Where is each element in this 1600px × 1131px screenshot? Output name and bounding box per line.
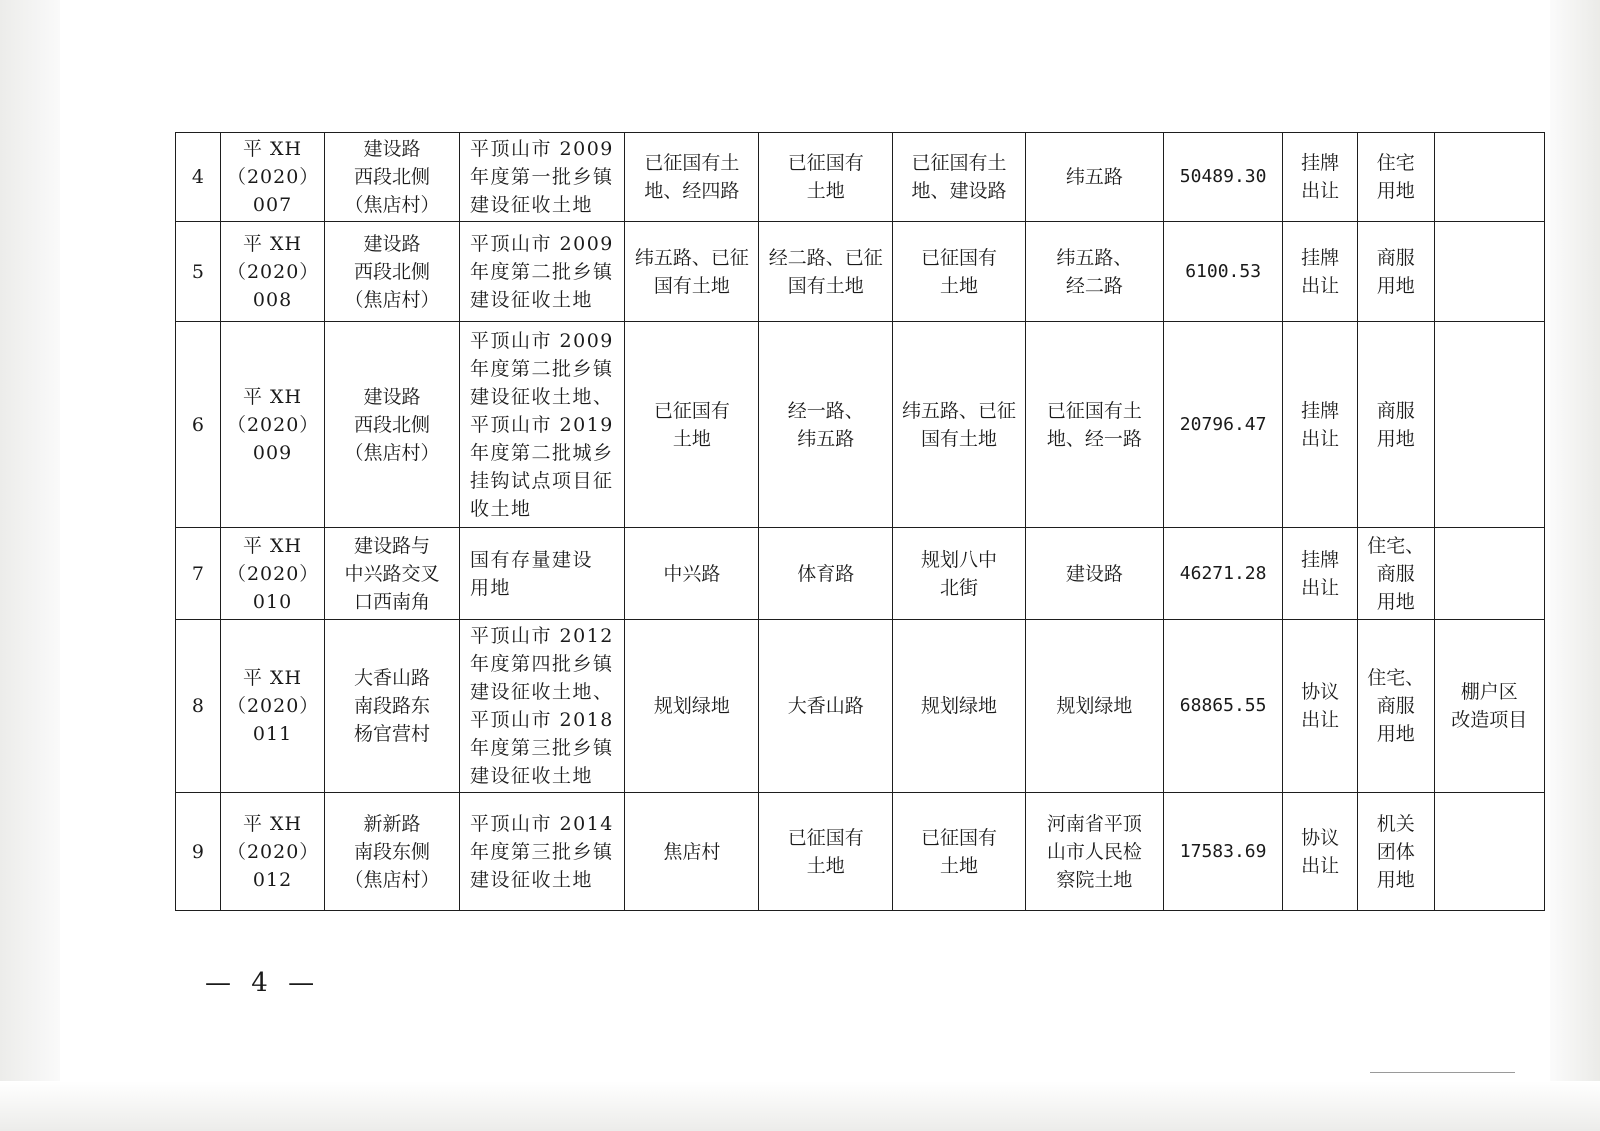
land-source: 平顶山市 2012 年度第四批乡镇 建设征收土地、 平顶山市 2018 年度第三批乡镇 建设征收土地 (459, 620, 625, 793)
lot-code: 平 XH （2020） 011 (220, 620, 324, 793)
table-body (176, 133, 1545, 911)
table-row (176, 133, 1545, 222)
remark (1434, 222, 1544, 322)
land-parcel-table (175, 132, 1545, 911)
parcel-area: 50489.30 (1163, 133, 1283, 222)
transfer-method: 协议 出让 (1283, 620, 1358, 793)
page-number: — 4 — (205, 968, 321, 998)
parcel-area: 46271.28 (1163, 528, 1283, 620)
parcel-area: 20796.47 (1163, 322, 1283, 528)
boundary-east: 纬五路、已征 国有土地 (625, 222, 759, 322)
land-use: 住宅、 商服 用地 (1357, 528, 1434, 620)
land-source: 平顶山市 2009 年度第二批乡镇 建设征收土地 (459, 222, 625, 322)
boundary-south: 已征国有 土地 (893, 222, 1026, 322)
lot-code: 平 XH （2020） 010 (220, 528, 324, 620)
row-number: 6 (176, 322, 221, 528)
boundary-east: 已征国有 土地 (625, 322, 759, 528)
land-use: 住宅、 商服 用地 (1357, 620, 1434, 793)
row-number: 4 (176, 133, 221, 222)
transfer-method: 挂牌 出让 (1283, 222, 1358, 322)
remark (1434, 133, 1544, 222)
scan-shadow-left (0, 0, 60, 1131)
table-row (176, 222, 1545, 322)
land-source: 平顶山市 2009 年度第二批乡镇 建设征收土地、 平顶山市 2019 年度第二批城乡 挂钩试点项目征 收土地 (459, 322, 625, 528)
scan-shadow-right (1550, 0, 1600, 1131)
boundary-west: 体育路 (759, 528, 893, 620)
boundary-north: 已征国有土 地、经一路 (1025, 322, 1163, 528)
lot-code: 平 XH （2020） 007 (220, 133, 324, 222)
parcel-location: 建设路 西段北侧 （焦店村） (325, 133, 460, 222)
parcel-area: 17583.69 (1163, 793, 1283, 911)
row-number: 8 (176, 620, 221, 793)
parcel-area: 68865.55 (1163, 620, 1283, 793)
footer-rule (1370, 1072, 1515, 1073)
parcel-location: 建设路 西段北侧 （焦店村） (325, 222, 460, 322)
land-source: 平顶山市 2014 年度第三批乡镇 建设征收土地 (459, 793, 625, 911)
transfer-method: 挂牌 出让 (1283, 322, 1358, 528)
boundary-east: 规划绿地 (625, 620, 759, 793)
table-row (176, 322, 1545, 528)
boundary-west: 已征国有 土地 (759, 133, 893, 222)
boundary-north: 规划绿地 (1025, 620, 1163, 793)
boundary-north: 纬五路、 经二路 (1025, 222, 1163, 322)
land-use: 商服 用地 (1357, 222, 1434, 322)
remark (1434, 322, 1544, 528)
boundary-east: 已征国有土 地、经四路 (625, 133, 759, 222)
boundary-south: 纬五路、已征 国有土地 (893, 322, 1026, 528)
land-use: 商服 用地 (1357, 322, 1434, 528)
boundary-south: 已征国有 土地 (893, 793, 1026, 911)
boundary-north: 纬五路 (1025, 133, 1163, 222)
boundary-east: 中兴路 (625, 528, 759, 620)
parcel-location: 建设路与 中兴路交叉 口西南角 (325, 528, 460, 620)
row-number: 7 (176, 528, 221, 620)
parcel-location: 建设路 西段北侧 （焦店村） (325, 322, 460, 528)
boundary-east: 焦店村 (625, 793, 759, 911)
transfer-method: 挂牌 出让 (1283, 133, 1358, 222)
boundary-west: 经二路、已征 国有土地 (759, 222, 893, 322)
land-source: 平顶山市 2009 年度第一批乡镇 建设征收土地 (459, 133, 625, 222)
transfer-method: 协议 出让 (1283, 793, 1358, 911)
parcel-location: 新新路 南段东侧 （焦店村） (325, 793, 460, 911)
table-row (176, 793, 1545, 911)
lot-code: 平 XH （2020） 009 (220, 322, 324, 528)
boundary-west: 大香山路 (759, 620, 893, 793)
boundary-south: 规划绿地 (893, 620, 1026, 793)
boundary-west: 经一路、 纬五路 (759, 322, 893, 528)
scan-shadow-bottom (0, 1081, 1600, 1131)
lot-code: 平 XH （2020） 008 (220, 222, 324, 322)
land-source: 国有存量建设 用地 (459, 528, 625, 620)
boundary-north: 建设路 (1025, 528, 1163, 620)
land-use: 机关 团体 用地 (1357, 793, 1434, 911)
row-number: 9 (176, 793, 221, 911)
remark (1434, 528, 1544, 620)
table-row (176, 620, 1545, 793)
parcel-location: 大香山路 南段路东 杨官营村 (325, 620, 460, 793)
land-use: 住宅 用地 (1357, 133, 1434, 222)
remark (1434, 793, 1544, 911)
lot-code: 平 XH （2020） 012 (220, 793, 324, 911)
table-row (176, 528, 1545, 620)
boundary-south: 规划八中 北街 (893, 528, 1026, 620)
remark: 棚户区 改造项目 (1434, 620, 1544, 793)
parcel-area: 6100.53 (1163, 222, 1283, 322)
transfer-method: 挂牌 出让 (1283, 528, 1358, 620)
boundary-south: 已征国有土 地、建设路 (893, 133, 1026, 222)
row-number: 5 (176, 222, 221, 322)
boundary-north: 河南省平顶 山市人民检 察院土地 (1025, 793, 1163, 911)
boundary-west: 已征国有 土地 (759, 793, 893, 911)
